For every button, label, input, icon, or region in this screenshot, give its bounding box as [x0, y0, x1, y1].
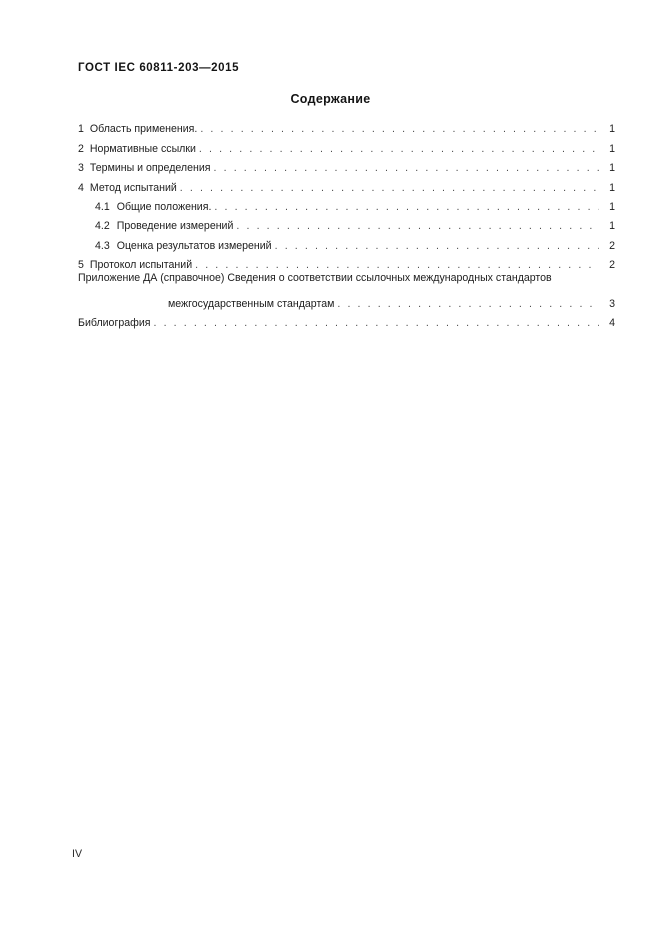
- toc-entry[interactable]: [78, 175, 615, 194]
- toc-entry-page: 1: [609, 220, 615, 233]
- toc-entry[interactable]: [78, 156, 615, 175]
- toc-entry-page: 2: [609, 239, 615, 252]
- toc-entry[interactable]: [78, 233, 615, 252]
- toc-entry-label: Нормативные ссылки: [89, 142, 196, 155]
- toc-entry-number: 4: [78, 181, 84, 194]
- toc-entry-bibliography[interactable]: [78, 311, 615, 330]
- toc-entry-page: 1: [609, 162, 615, 175]
- toc-dot-leader: [337, 298, 599, 311]
- toc-dot-leader: [200, 123, 599, 136]
- toc-entry-number: 5: [78, 259, 84, 272]
- toc-entry[interactable]: [78, 136, 615, 155]
- toc-dot-leader: [195, 259, 599, 272]
- toc-entry[interactable]: [78, 214, 615, 233]
- toc-entry-number: 4.3: [95, 239, 110, 252]
- toc-entry-appendix[interactable]: [78, 272, 615, 311]
- toc-entry-page: 4: [609, 317, 615, 330]
- toc-entry-number: 3: [78, 162, 84, 175]
- toc-entry-page: 1: [609, 142, 615, 155]
- toc-entry-label: Область применения.: [89, 123, 198, 136]
- toc-entry[interactable]: [78, 195, 615, 214]
- page-folio-number: IV: [72, 848, 83, 860]
- document-standard-header: ГОСТ IEC 60811-203—2015: [78, 62, 240, 74]
- toc-entry-page: 1: [609, 200, 615, 213]
- toc-dot-leader: [275, 240, 599, 253]
- toc-dot-leader: [153, 317, 599, 330]
- toc-entry-label: Метод испытаний: [89, 181, 177, 194]
- toc-appendix-line-2: межгосударственным стандартам: [168, 297, 335, 310]
- toc-entry-page: 1: [609, 181, 615, 194]
- table-of-contents: [78, 117, 615, 330]
- toc-entry-number: 1: [78, 123, 84, 136]
- toc-dot-leader: [199, 143, 599, 156]
- toc-entry-number: 2: [78, 142, 84, 155]
- toc-entry-number: 4.2: [95, 220, 110, 233]
- toc-entry-number: 4.1: [95, 200, 110, 213]
- toc-entry-page: 1: [609, 123, 615, 136]
- page-title: Содержание: [290, 92, 371, 106]
- toc-dot-leader: [214, 162, 599, 175]
- toc-dot-leader: [180, 182, 599, 195]
- toc-entry-page: 2: [609, 259, 615, 272]
- toc-entry[interactable]: [78, 117, 615, 136]
- toc-entry-label: Общие положения.: [116, 200, 212, 213]
- toc-entry-label: Оценка результатов измерений: [116, 239, 272, 252]
- toc-appendix-line-1: Приложение ДА (справочное) Сведения о соответствии ссылочных международных стандартов: [78, 272, 552, 285]
- toc-entry-label: Протокол испытаний: [89, 259, 193, 272]
- toc-entry[interactable]: [78, 253, 615, 272]
- toc-entry-label: Термины и определения: [89, 162, 211, 175]
- toc-entry-label: Проведение измерений: [116, 220, 234, 233]
- toc-dot-leader: [236, 220, 599, 233]
- toc-dot-leader: [214, 201, 599, 214]
- toc-entry-page: 3: [609, 297, 615, 310]
- toc-entry-label: Библиография: [78, 317, 151, 330]
